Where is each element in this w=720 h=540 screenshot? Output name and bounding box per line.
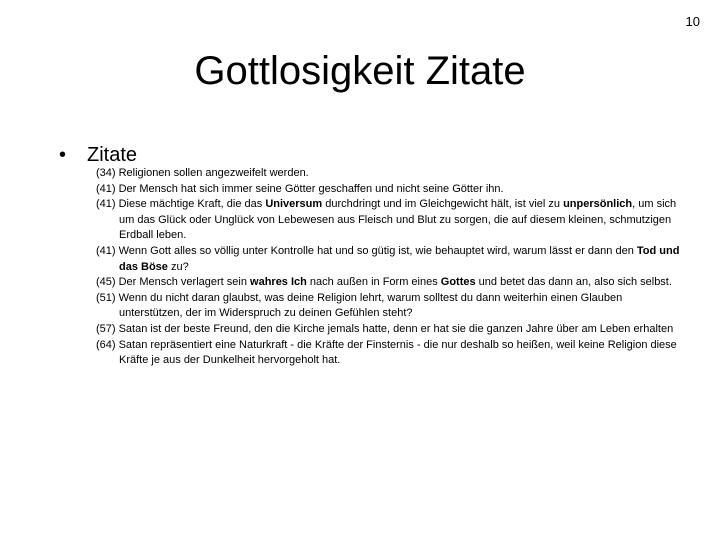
- quote-emphasis: Tod und das Böse: [119, 244, 680, 273]
- quote-number: (34): [96, 167, 116, 179]
- page-title: Gottlosigkeit Zitate: [194, 49, 526, 93]
- quote-item: [96, 291, 686, 322]
- quote-item: [96, 244, 686, 275]
- quote-text: , um sich um das Glück oder Unglück von Lebewesen aus Fleisch und Blut zu sorgen, die auf diesem kleinen, schmutzigen Erdball leben.: [119, 198, 677, 242]
- quote-item: [96, 338, 686, 369]
- quote-text: durchdringt und im Gleichgewicht hält, ist viel zu: [322, 198, 564, 211]
- quote-emphasis: Universum: [265, 198, 323, 211]
- quote-text: Satan ist der beste Freund, den die Kirche jemals hatte, denn er hat sie die ganzen Jahre über am Leben erhalten: [118, 322, 674, 335]
- quote-number: (57): [96, 322, 116, 335]
- quote-number: (64): [96, 338, 116, 351]
- quote-item: [96, 197, 686, 244]
- quote-number: (41): [96, 198, 116, 211]
- quote-item: [96, 166, 686, 182]
- quote-emphasis: Gottes: [440, 276, 476, 289]
- quote-number: (41): [96, 244, 116, 257]
- quote-item: [96, 275, 686, 291]
- quote-emphasis: wahres Ich: [250, 276, 307, 289]
- quote-number: (45): [96, 276, 116, 289]
- quote-text: Diese mächtige Kraft, die das: [118, 198, 266, 211]
- bullet-heading: [59, 143, 137, 167]
- quote-text: Wenn Gott alles so völlig unter Kontrolle hat und so gütig ist, wie behauptet wird, warum lässt er dann den: [118, 244, 637, 257]
- quote-number: (41): [96, 182, 116, 195]
- quote-text: Wenn du nicht daran glaubst, was deine Religion lehrt, warum solltest du dann weiterhin einen Glauben unterstützen, der im Widerspruch zu deinen Gefühlen steht?: [118, 291, 623, 320]
- page-number: 10: [685, 14, 700, 29]
- quote-text: Religionen sollen angezweifelt werden.: [118, 167, 309, 179]
- bullet-marker: •: [59, 144, 67, 166]
- quote-emphasis: unpersönlich: [563, 198, 633, 211]
- quote-text: Der Mensch hat sich immer seine Götter geschaffen und nicht seine Götter ihn.: [118, 182, 504, 195]
- quote-text: Der Mensch verlagert sein: [118, 276, 251, 289]
- quote-item: [96, 182, 686, 198]
- quote-list: [96, 166, 686, 369]
- bullet-label: Zitate: [87, 144, 138, 166]
- quote-text: zu?: [167, 260, 189, 273]
- quote-text: nach außen in Form eines: [306, 276, 441, 289]
- quote-number: (51): [96, 291, 116, 304]
- quote-item: [96, 322, 686, 338]
- quote-text: und betet das dann an, also sich selbst.: [475, 276, 672, 289]
- quote-text: Satan repräsentiert eine Naturkraft - die Kräfte der Finsternis - die nur deshalb so heißen, weil keine Religion diese Kräfte je aus der Dunkelheit hervorgeholt hat.: [118, 338, 677, 367]
